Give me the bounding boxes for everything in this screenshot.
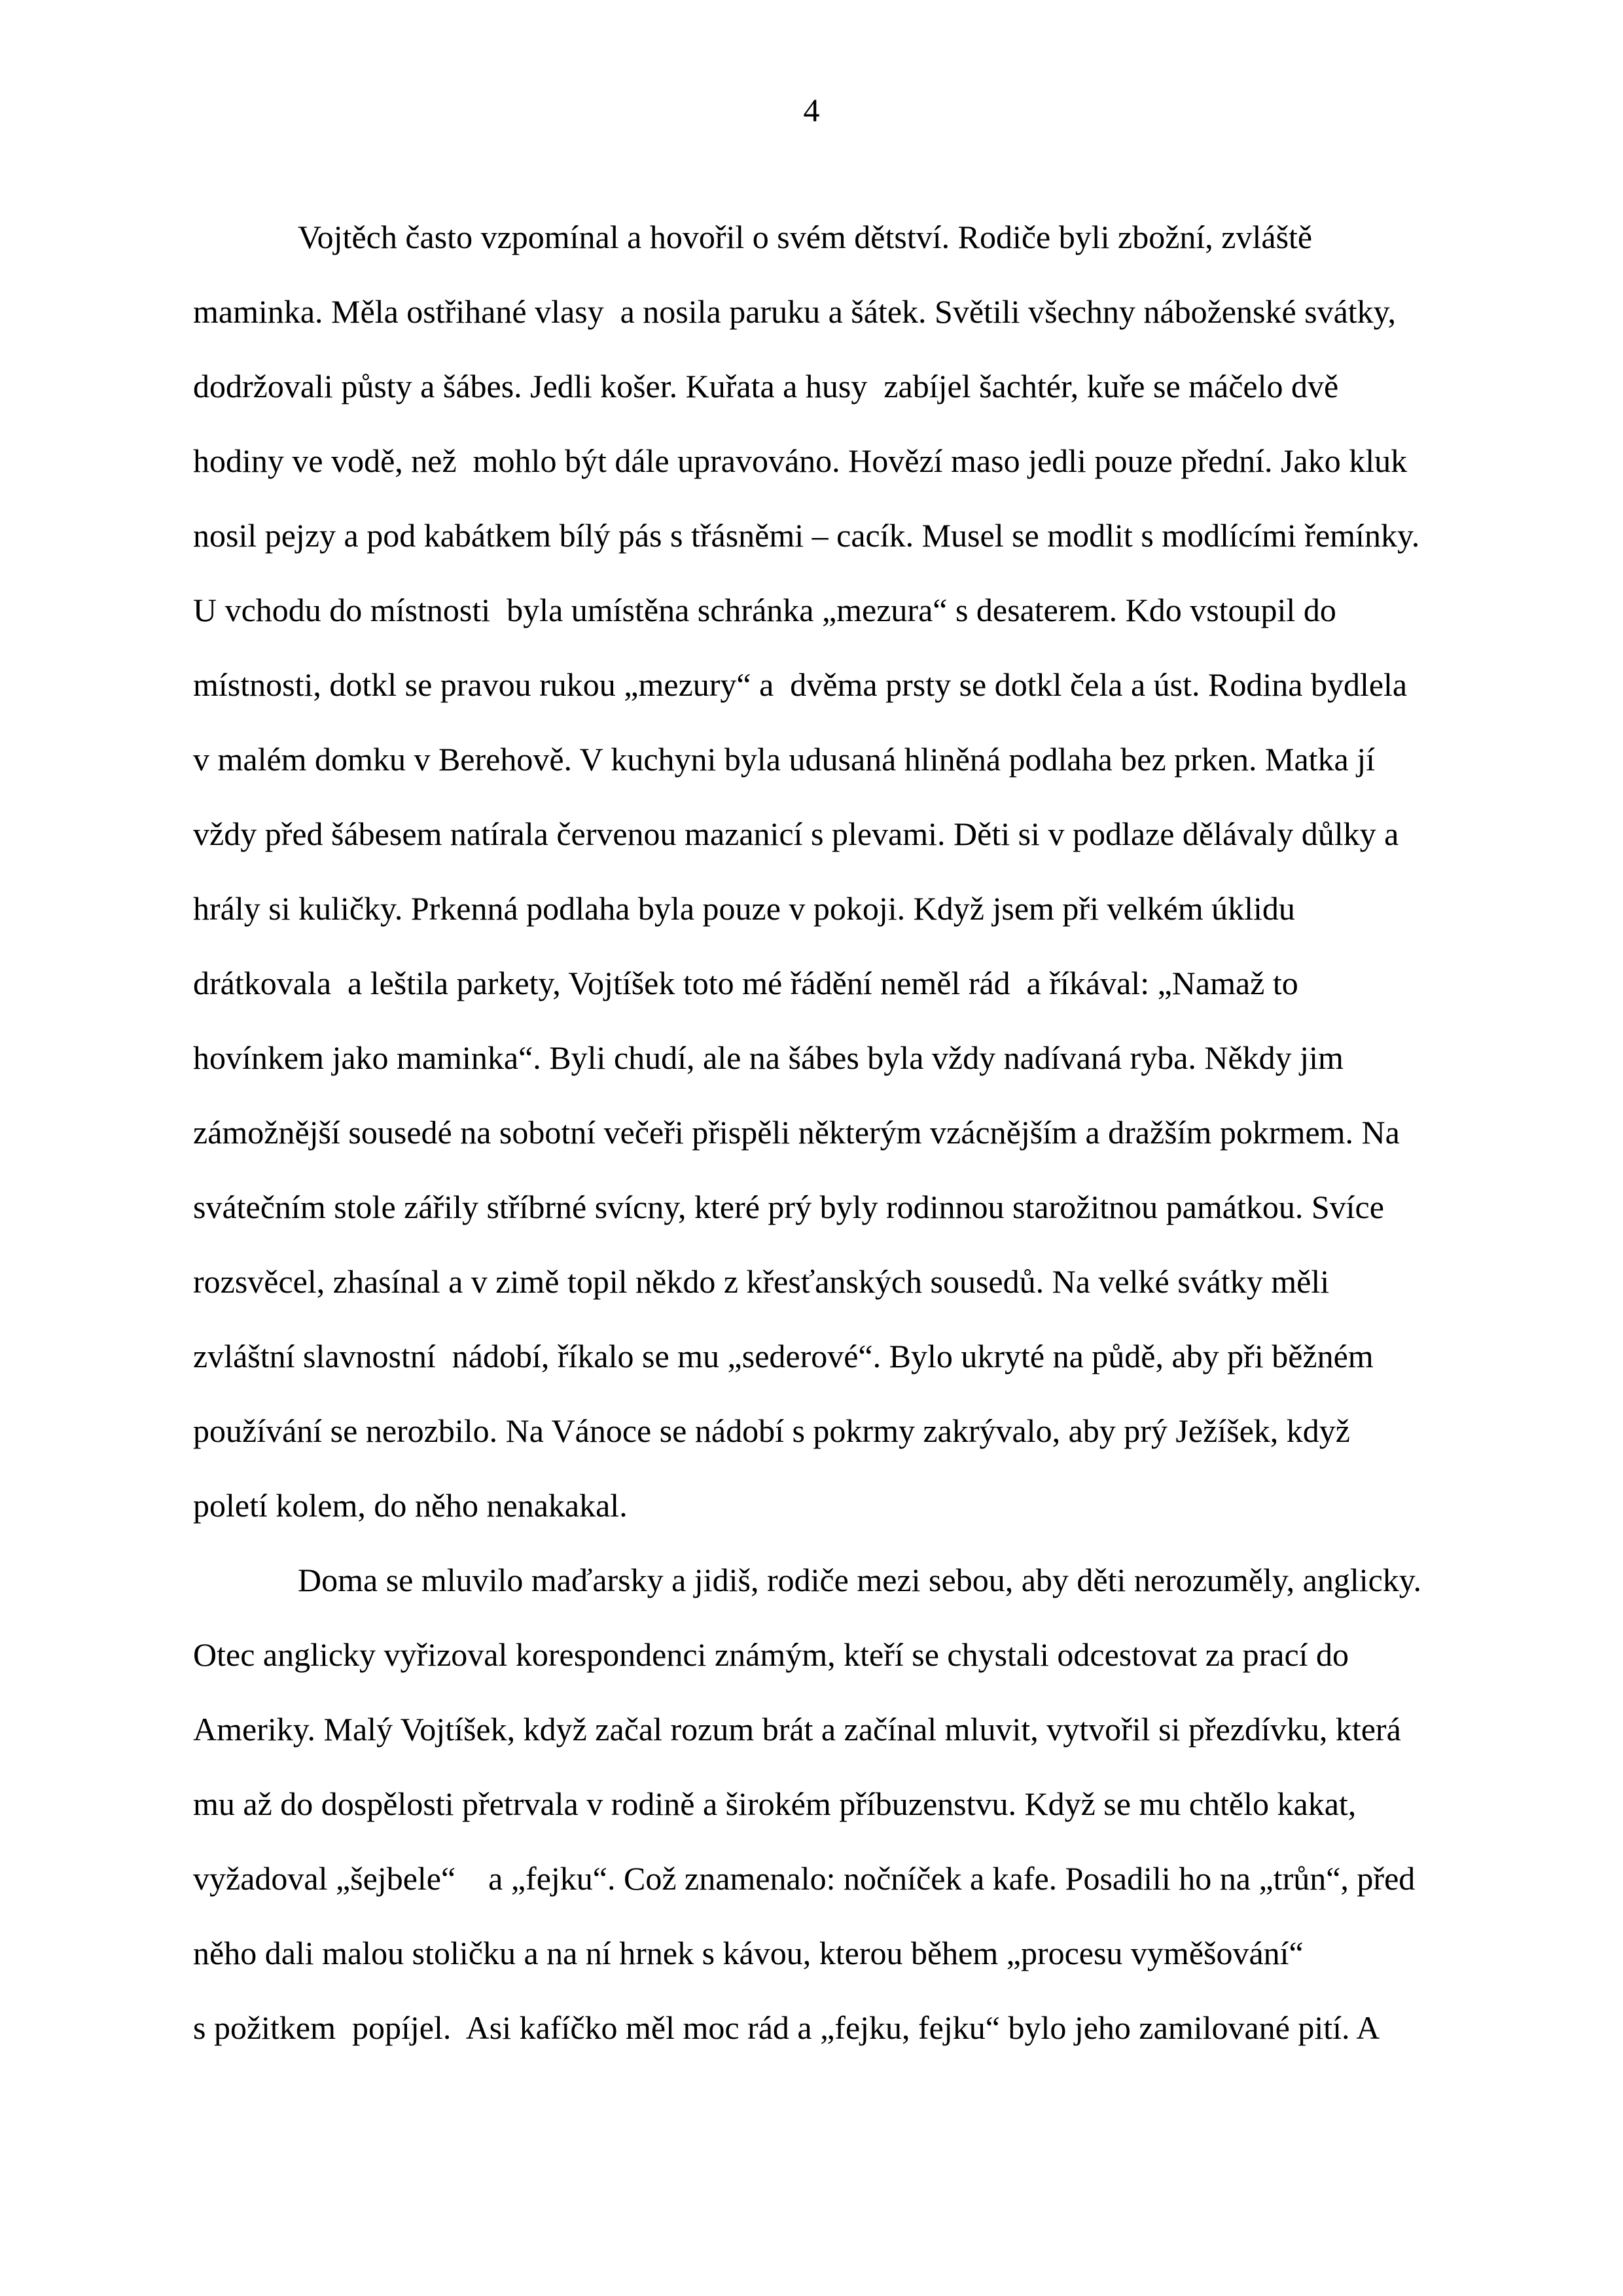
text-line: hovínkem jako maminka“. Byli chudí, ale na šábes byla vždy nadívaná ryba. Někdy jim — [193, 1039, 1344, 1076]
text-line: s požitkem popíjel. Asi kafíčko měl moc rád a „fejku, fejku“ bylo jeho zamilované pití. A — [193, 2009, 1380, 2046]
text-line: rozsvěcel, zhasínal a v zimě topil někdo z křesťanských sousedů. Na velké svátky měli — [193, 1263, 1330, 1300]
text-line: vyžadoval „šejbele“ a „fejku“. Což znamenalo: nočníček a kafe. Posadili ho na „trůn“, před — [193, 1860, 1416, 1897]
text-line: maminka. Měla ostřihané vlasy a nosila paruku a šátek. Světili všechny náboženské svátky, — [193, 293, 1396, 330]
text-line: zvláštní slavnostní nádobí, říkalo se mu „sederové“. Bylo ukryté na půdě, aby při běžném — [193, 1338, 1374, 1374]
text-line: hrály si kuličky. Prkenná podlaha byla pouze v pokoji. Když jsem při velkém úklidu — [193, 890, 1295, 927]
text-line: nosil pejzy a pod kabátkem bílý pás s třásněmi – cacík. Musel se modlit s modlícími řemínky. — [193, 517, 1420, 554]
text-line: hodiny ve vodě, než mohlo být dále upravováno. Hovězí maso jedli pouze přední. Jako kluk — [193, 442, 1408, 479]
text-line: drátkovala a leštila parkety, Vojtíšek toto mé řádění neměl rád a říkával: „Namaž to — [193, 965, 1298, 1001]
text-line: Doma se mluvilo maďarsky a jidiš, rodiče mezi sebou, aby děti nerozuměly, anglicky. — [298, 1562, 1422, 1598]
text-line: Vojtěch často vzpomínal a hovořil o svém dětství. Rodiče byli zbožní, zvláště — [298, 219, 1313, 255]
text-line: v malém domku v Berehově. V kuchyni byla udusaná hliněná podlaha bez prken. Matka jí — [193, 741, 1376, 778]
text-line: svátečním stole zářily stříbrné svícny, které prý byly rodinnou starožitnou památkou. Svíce — [193, 1189, 1384, 1225]
document-body — [193, 200, 1450, 2065]
text-line: poletí kolem, do něho nenakakal. — [193, 1487, 628, 1524]
text-line: Otec anglicky vyřizoval korespondenci známým, kteří se chystali odcestovat za prací do — [193, 1636, 1349, 1673]
text-line: dodržovali půsty a šábes. Jedli košer. Kuřata a husy zabíjel šachtér, kuře se máčelo dvě — [193, 368, 1339, 404]
text-line: Ameriky. Malý Vojtíšek, když začal rozum brát a začínal mluvit, vytvořil si přezdívku, která — [193, 1711, 1401, 1748]
text-line: používání se nerozbilo. Na Vánoce se nádobí s pokrmy zakrývalo, aby prý Ježíšek, když — [193, 1412, 1350, 1449]
text-line: něho dali malou stoličku a na ní hrnek s kávou, kterou během „procesu vyměšování“ — [193, 1935, 1304, 1971]
text-line: mu až do dospělosti přetrvala v rodině a širokém příbuzenstvu. Když se mu chtělo kakat, — [193, 1785, 1357, 1822]
text-line: vždy před šábesem natírala červenou mazanicí s plevami. Děti si v podlaze dělávaly důlky a — [193, 816, 1399, 852]
text-line: místnosti, dotkl se pravou rukou „mezury“ a dvěma prsty se dotkl čela a úst. Rodina bydlela — [193, 666, 1408, 703]
page-number: 4 — [803, 92, 820, 128]
text-line: U vchodu do místnosti byla umístěna schránka „mezura“ s desaterem. Kdo vstoupil do — [193, 592, 1336, 628]
text-line: zámožnější sousedé na sobotní večeři přispěli některým vzácnějším a dražším pokrmem. Na — [193, 1114, 1400, 1151]
